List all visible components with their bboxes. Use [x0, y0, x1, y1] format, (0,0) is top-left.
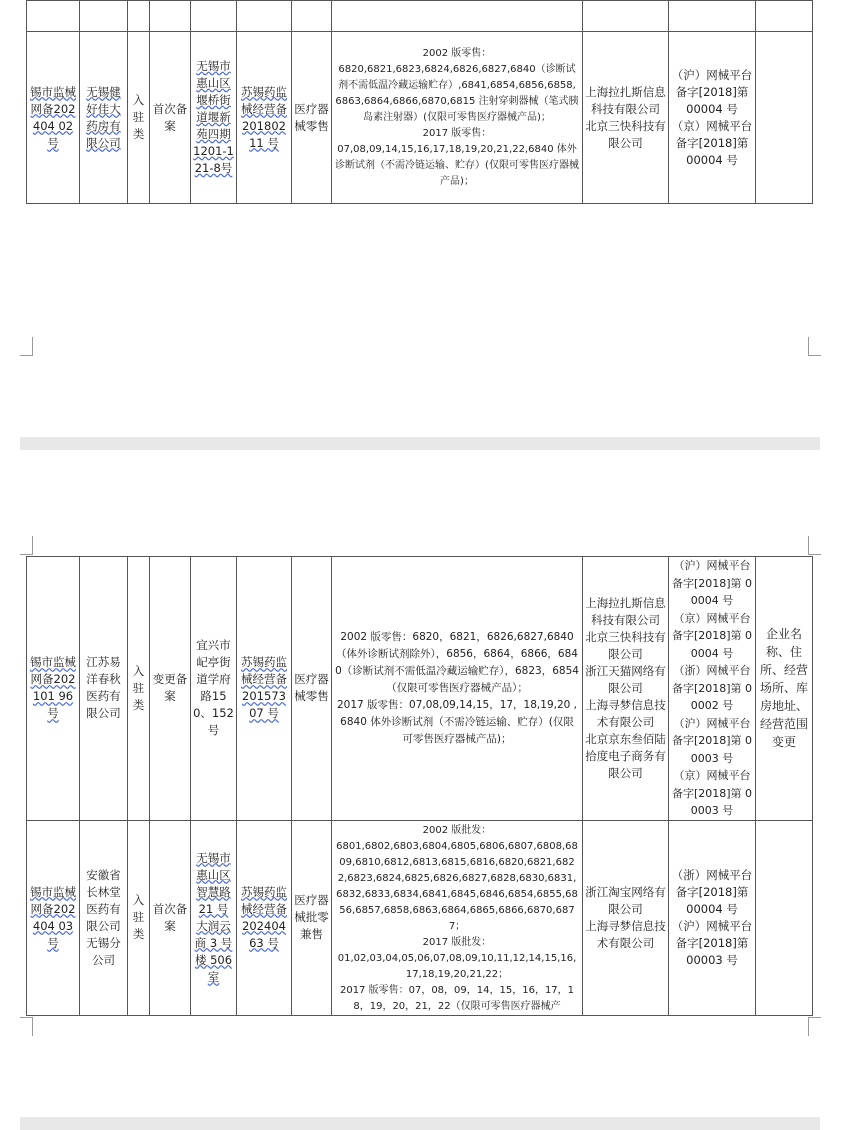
table-row — [27, 557, 813, 821]
page-corner-mark — [808, 1017, 821, 1036]
page-corner-mark — [808, 337, 821, 356]
platform-filing-cell: （沪）网械平台备字[2018]第 00004 号 （京）网械平台备字[2018]第 00004 号 — [669, 32, 756, 204]
page1-table — [26, 0, 813, 204]
record-no-cell: 锡市监械网备202404 03 号 — [27, 820, 80, 1015]
change-cell: 企业名称、住所、经营场所、库房地址、经营范围变更 — [756, 557, 813, 821]
scope-line: 2017 版零售：07,08,09,14,15，17，18,19,20 ,6840 体外诊断试剂（不需冷链运输、贮存）(仅限可零售医疗器械产品)； — [336, 698, 577, 745]
platform-filing-cell: （沪）网械平台备字[2018]第 00004 号 （京）网械平台备字[2018]第 00004 号 （浙）网械平台备字[2018]第 00002 号 （沪）网械平台备字[2018]第 00003 号 （京）网械平台备字[2018]第 00003 号 — [669, 557, 756, 821]
license-cell: 苏锡药监械经营备20240463 号 — [237, 820, 292, 1015]
page-corner-mark — [20, 1017, 33, 1036]
scope-line: 6801,6802,6803,6804,6805,6806,6807,6808,6809,6810,6812,6813,6815,6816,6820,6821,6822,6823,6824,6825,6826,6827,6828,6830,6831,6832,6833,6834,6841,6845,6846,6854,6855,6856,6857,6858,6863,6864,6865,6866,6870,6877； — [336, 840, 578, 932]
scope-line: 07,08,09,14,15,16,17,18,19,20,21,22,6840 体外诊断试剂（不需冷链运输、贮存）(仅限可零售医疗器械产品)； — [335, 143, 579, 187]
company-cell: 安徽省长林堂医药有限公司无锡分公司 — [80, 820, 128, 1015]
filing-kind-cell: 首次备案 — [150, 32, 191, 204]
page-corner-mark — [20, 536, 33, 555]
business-cell: 医疗器械零售 — [292, 32, 332, 204]
platform-cell: 上海拉扎斯信息科技有限公司 北京三快科技有限公司 — [583, 32, 669, 204]
address-cell: 无锡市惠山区堰桥街道堰新苑四期1201-121-8号 — [191, 32, 237, 204]
scope-cell — [332, 32, 583, 204]
company-cell: 无锡健好佳大药房有限公司 — [80, 32, 128, 204]
page1-header-strip — [27, 1, 813, 32]
scope-cell — [332, 820, 583, 1015]
record-no-cell: 锡市监械网备202101 96 号 — [27, 557, 80, 821]
license-cell: 苏锡药监械经营备20180211 号 — [237, 32, 292, 204]
platform-cell: 上海拉扎斯信息科技有限公司 北京三快科技有限公司 浙江天猫网络有限公司 上海寻梦信息技术有限公司 北京京东叁佰陆拾度电子商务有限公司 — [583, 557, 669, 821]
scope-line: 2017 版批发： — [422, 936, 492, 948]
page-separator — [20, 1117, 820, 1130]
business-cell: 医疗器械零售 — [292, 557, 332, 821]
scope-line: 2017 版零售：07，08，09，14，15，16，17，18，19，20，21，22（仅限可零售医疗器械产 — [339, 984, 575, 1012]
company-cell: 江苏易洋春秋医药有限公司 — [80, 557, 128, 821]
platform-cell: 浙江淘宝网络有限公司 上海寻梦信息技术有限公司 — [583, 820, 669, 1015]
page-corner-mark — [808, 536, 821, 555]
license-cell: 苏锡药监械经营备20157307 号 — [237, 557, 292, 821]
change-cell — [756, 820, 813, 1015]
scope-line: 01,02,03,04,05,06,07,08,09,10,11,12,14,15,16,17,18,19,20,21,22； — [337, 952, 577, 980]
change-cell — [756, 32, 813, 204]
platform-filing-cell: （浙）网械平台备字[2018]第 00004 号 （沪）网械平台备字[2018]第 00003 号 — [669, 820, 756, 1015]
type-cell: 入驻类 — [128, 32, 150, 204]
address-cell: 宜兴市屺亭街道学府路150、152 号 — [191, 557, 237, 821]
address-cell: 无锡市惠山区智慧路21 号大润云商 3 号楼 506室 — [191, 820, 237, 1015]
type-cell: 入驻类 — [128, 557, 150, 821]
scope-line: 2002 版批发： — [422, 824, 492, 836]
type-cell: 入驻类 — [128, 820, 150, 1015]
filing-kind-cell: 首次备案 — [150, 820, 191, 1015]
scope-line: 6820,6821,6823,6824,6826,6827,6840（诊断试剂不需低温冷藏运输贮存）,6841,6854,6856,6858,6863,6864,6866,6870,6815 注射穿刺器械（笔式胰岛素注射器）(仅限可零售医疗器械产品)； — [335, 63, 579, 123]
scope-line: 2002 版零售：6820，6821，6826,6827,6840（体外诊断试剂除外），6856，6864，6866，6840（诊断试剂不需低温冷藏运输贮存），6823，6854（仅限可零售医疗器械产品）； — [335, 630, 579, 694]
page-corner-mark — [20, 337, 33, 356]
table-row — [27, 820, 813, 1015]
record-no-cell: 锡市监械网备202404 02 号 — [27, 32, 80, 204]
table-row — [27, 32, 813, 204]
business-cell: 医疗器械批零兼售 — [292, 820, 332, 1015]
page-separator — [20, 437, 820, 450]
page2-table — [26, 556, 813, 1016]
scope-line: 2002 版零售： — [422, 47, 492, 59]
scope-cell — [332, 557, 583, 821]
scope-line: 2017 版零售： — [422, 127, 492, 139]
filing-kind-cell: 变更备案 — [150, 557, 191, 821]
